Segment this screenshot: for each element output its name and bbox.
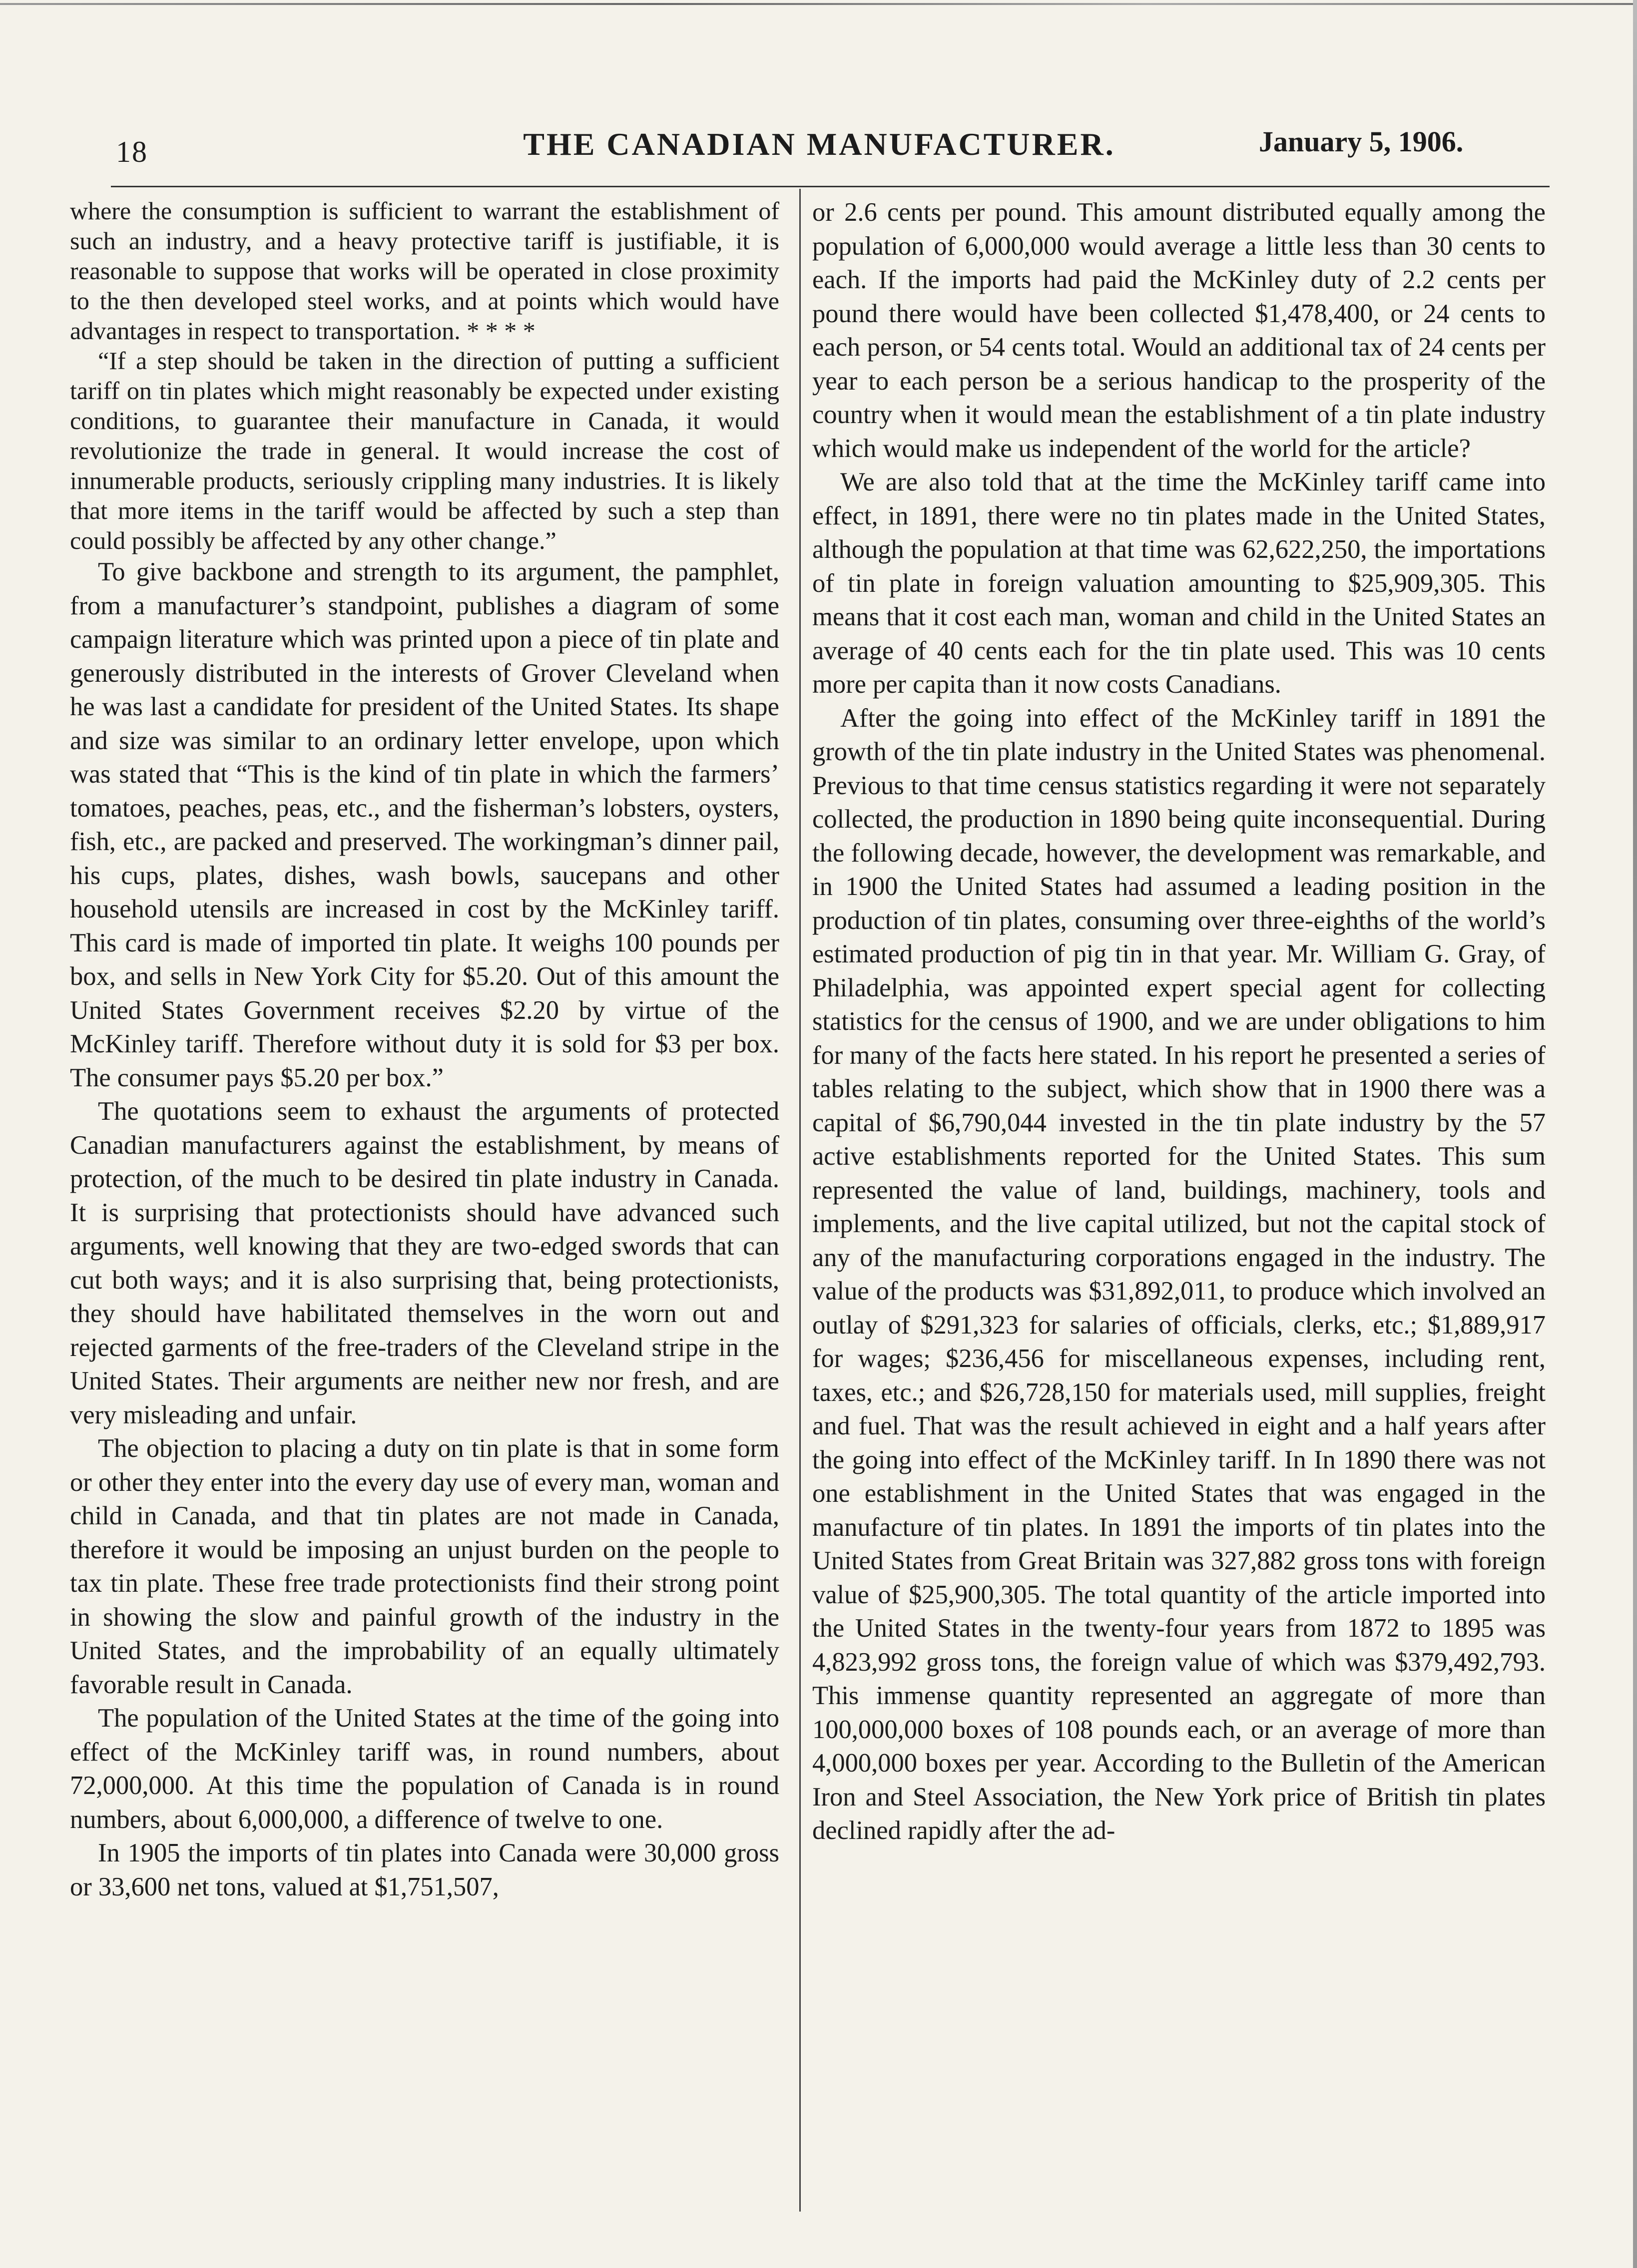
page-edge — [1633, 0, 1637, 2268]
page-number: 18 — [116, 135, 148, 168]
left-column — [70, 196, 779, 1904]
paragraph: The population of the United States at the time of the going into effect of the McKinley tariff was, in round numbers, about 72,000,000. At this time the population of Canada is in round numbers, about 6,000,000, a difference of twelve to one. — [70, 1704, 779, 1834]
issue-date: January 5, 1906. — [1259, 125, 1464, 158]
paragraph: “If a step should be taken in the direction of putting a sufficient tariff on tin plates which might reasonably be expected under existing conditions, to guarantee their manufacture in Canada, it would revolutionize the trade in general. It would increase the cost of innumerable products, seriously crippling many industries. It is likely that more items in the tariff would be affected by such a step than could possibly be affected by any other change.” — [70, 347, 779, 554]
column-divider — [799, 189, 801, 2212]
publication-title: THE CANADIAN MANUFACTURER. — [523, 126, 1115, 162]
header-divider — [111, 186, 1550, 187]
right-column — [812, 196, 1546, 1848]
page-header — [0, 0, 1637, 190]
paragraph: where the consumption is sufficient to warrant the establishment of such an industry, and a heavy protective tariff is justifiable, it is reasonable to suppose that works will be operated in close proximity to the then developed steel works, and at points which would have advantages in respect to transportation. * * * * — [70, 197, 779, 345]
paragraph: We are also told that at the time the McKinley tariff came into effect, in 1891, there were no tin plates made in the United States, although the population at that time was 62,622,250, the importations of tin plate in foreign valuation amounting to $25,909,305. This means that it cost each man, woman and child in the United States an average of 40 cents each for the tin plate used. This was 10 cents more per capita than it now costs Canadians. — [812, 467, 1546, 699]
paragraph: After the going into effect of the McKinley tariff in 1891 the growth of the tin plate industry in the United States was phenomenal. Previous to that time census statistics regarding it were not separately collected, the production in 1890 being quite inconsequential. During the following decade, however, the development was remarkable, and in 1900 the United States had assumed a leading position in the production of tin plates, consuming over three-eighths of the world’s estimated production of pig tin in that year. Mr. William G. Gray, of Philadelphia, was appointed expert special agent for collecting statistics for the census of 1900, and we are under obligations to him for many of the facts here stated. In his report he presented a series of tables relating to the subject, which show that in 1900 there was a capital of $6,790,044 invested in the tin plate industry by the 57 active establishments reported for the United States. This sum represented the value of land, buildings, machinery, tools and implements, and the live capital utilized, but not the capital stock of any of the manufacturing corporations engaged in the industry. The value of the products was $31,892,011, to produce which involved an outlay of $291,323 for salaries of officials, clerks, etc.; $1,889,917 for wages; $236,456 for miscellaneous expenses, including rent, taxes, etc.; and $26,728,150 for materials used, mill supplies, freight and fuel. That was the result achieved in eight and a half years after the going into effect of the McKinley tariff. In In 1890 there was not one establishment in the United States that was engaged in the manufacture of tin plates. In 1891 the imports of tin plates into the United States from Great Britain was 327,882 gross tons with foreign value of $25,900,305. The total quantity of the article imported into the United States in the twenty-four years from 1872 to 1895 was 4,823,992 gross tons, the foreign value of which was $379,492,793. This immense quantity represented an aggregate of more than 100,000,000 boxes of 108 pounds each, or an average of more than 4,000,000 boxes per year. According to the Bulletin of the American Iron and Steel Association, the New York price of British tin plates declined rapidly after the ad- — [812, 703, 1546, 1845]
paragraph: To give backbone and strength to its argument, the pamphlet, from a manufacturer’s standpoint, publishes a diagram of some campaign literature which was printed upon a piece of tin plate and generously distributed in the interests of Grover Cleveland when he was last a candidate for president of the United States. Its shape and size was similar to an ordinary letter envelope, upon which was stated that “This is the kind of tin plate in which the farmers’ tomatoes, peaches, peas, etc., and the fisherman’s lobsters, oysters, fish, etc., are packed and preserved. The workingman’s dinner pail, his cups, plates, dishes, wash bowls, saucepans and other household utensils are increased in cost by the McKinley tariff. This card is made of imported tin plate. It weighs 100 pounds per box, and sells in New York City for $5.20. Out of this amount the United States Government receives $2.20 by virtue of the McKinley tariff. Therefore without duty it is sold for $3 per box. The consumer pays $5.20 per box.” — [70, 557, 779, 1092]
paragraph: The objection to placing a duty on tin plate is that in some form or other they enter into the every day use of every man, woman and child in Canada, and that tin plates are not made in Canada, therefore it would be imposing an unjust burden on the people to tax tin plate. These free trade protectionists find their strong point in showing the slow and painful growth of the industry in the United States, and the improbability of an equally ultimately favorable result in Canada. — [70, 1434, 779, 1699]
paragraph: In 1905 the imports of tin plates into Canada were 30,000 gross or 33,600 net tons, valued at $1,751,507, — [70, 1838, 779, 1901]
paragraph: or 2.6 cents per pound. This amount distributed equally among the population of 6,000,000 would average a little less than 30 cents to each. If the imports had paid the McKinley duty of 2.2 cents per pound there would have been collected $1,478,400, or 24 cents to each person, or 54 cents total. Would an additional tax of 24 cents per year to each person be a serious handicap to the prosperity of the country when it would mean the establishment of a tin plate industry which would make us independent of the world for the article? — [812, 198, 1546, 463]
paragraph: The quotations seem to exhaust the arguments of protected Canadian manufacturers against the establishment, by means of protection, of the much to be desired tin plate industry in Canada. It is surprising that protectionists should have advanced such arguments, well knowing that they are two-edged swords that can cut both ways; and it is also surprising that, being protectionists, they should have habilitated themselves in the worn out and rejected garments of the free-traders of the Cleveland stripe in the United States. Their arguments are neither new nor fresh, and are very misleading and unfair. — [70, 1097, 779, 1429]
